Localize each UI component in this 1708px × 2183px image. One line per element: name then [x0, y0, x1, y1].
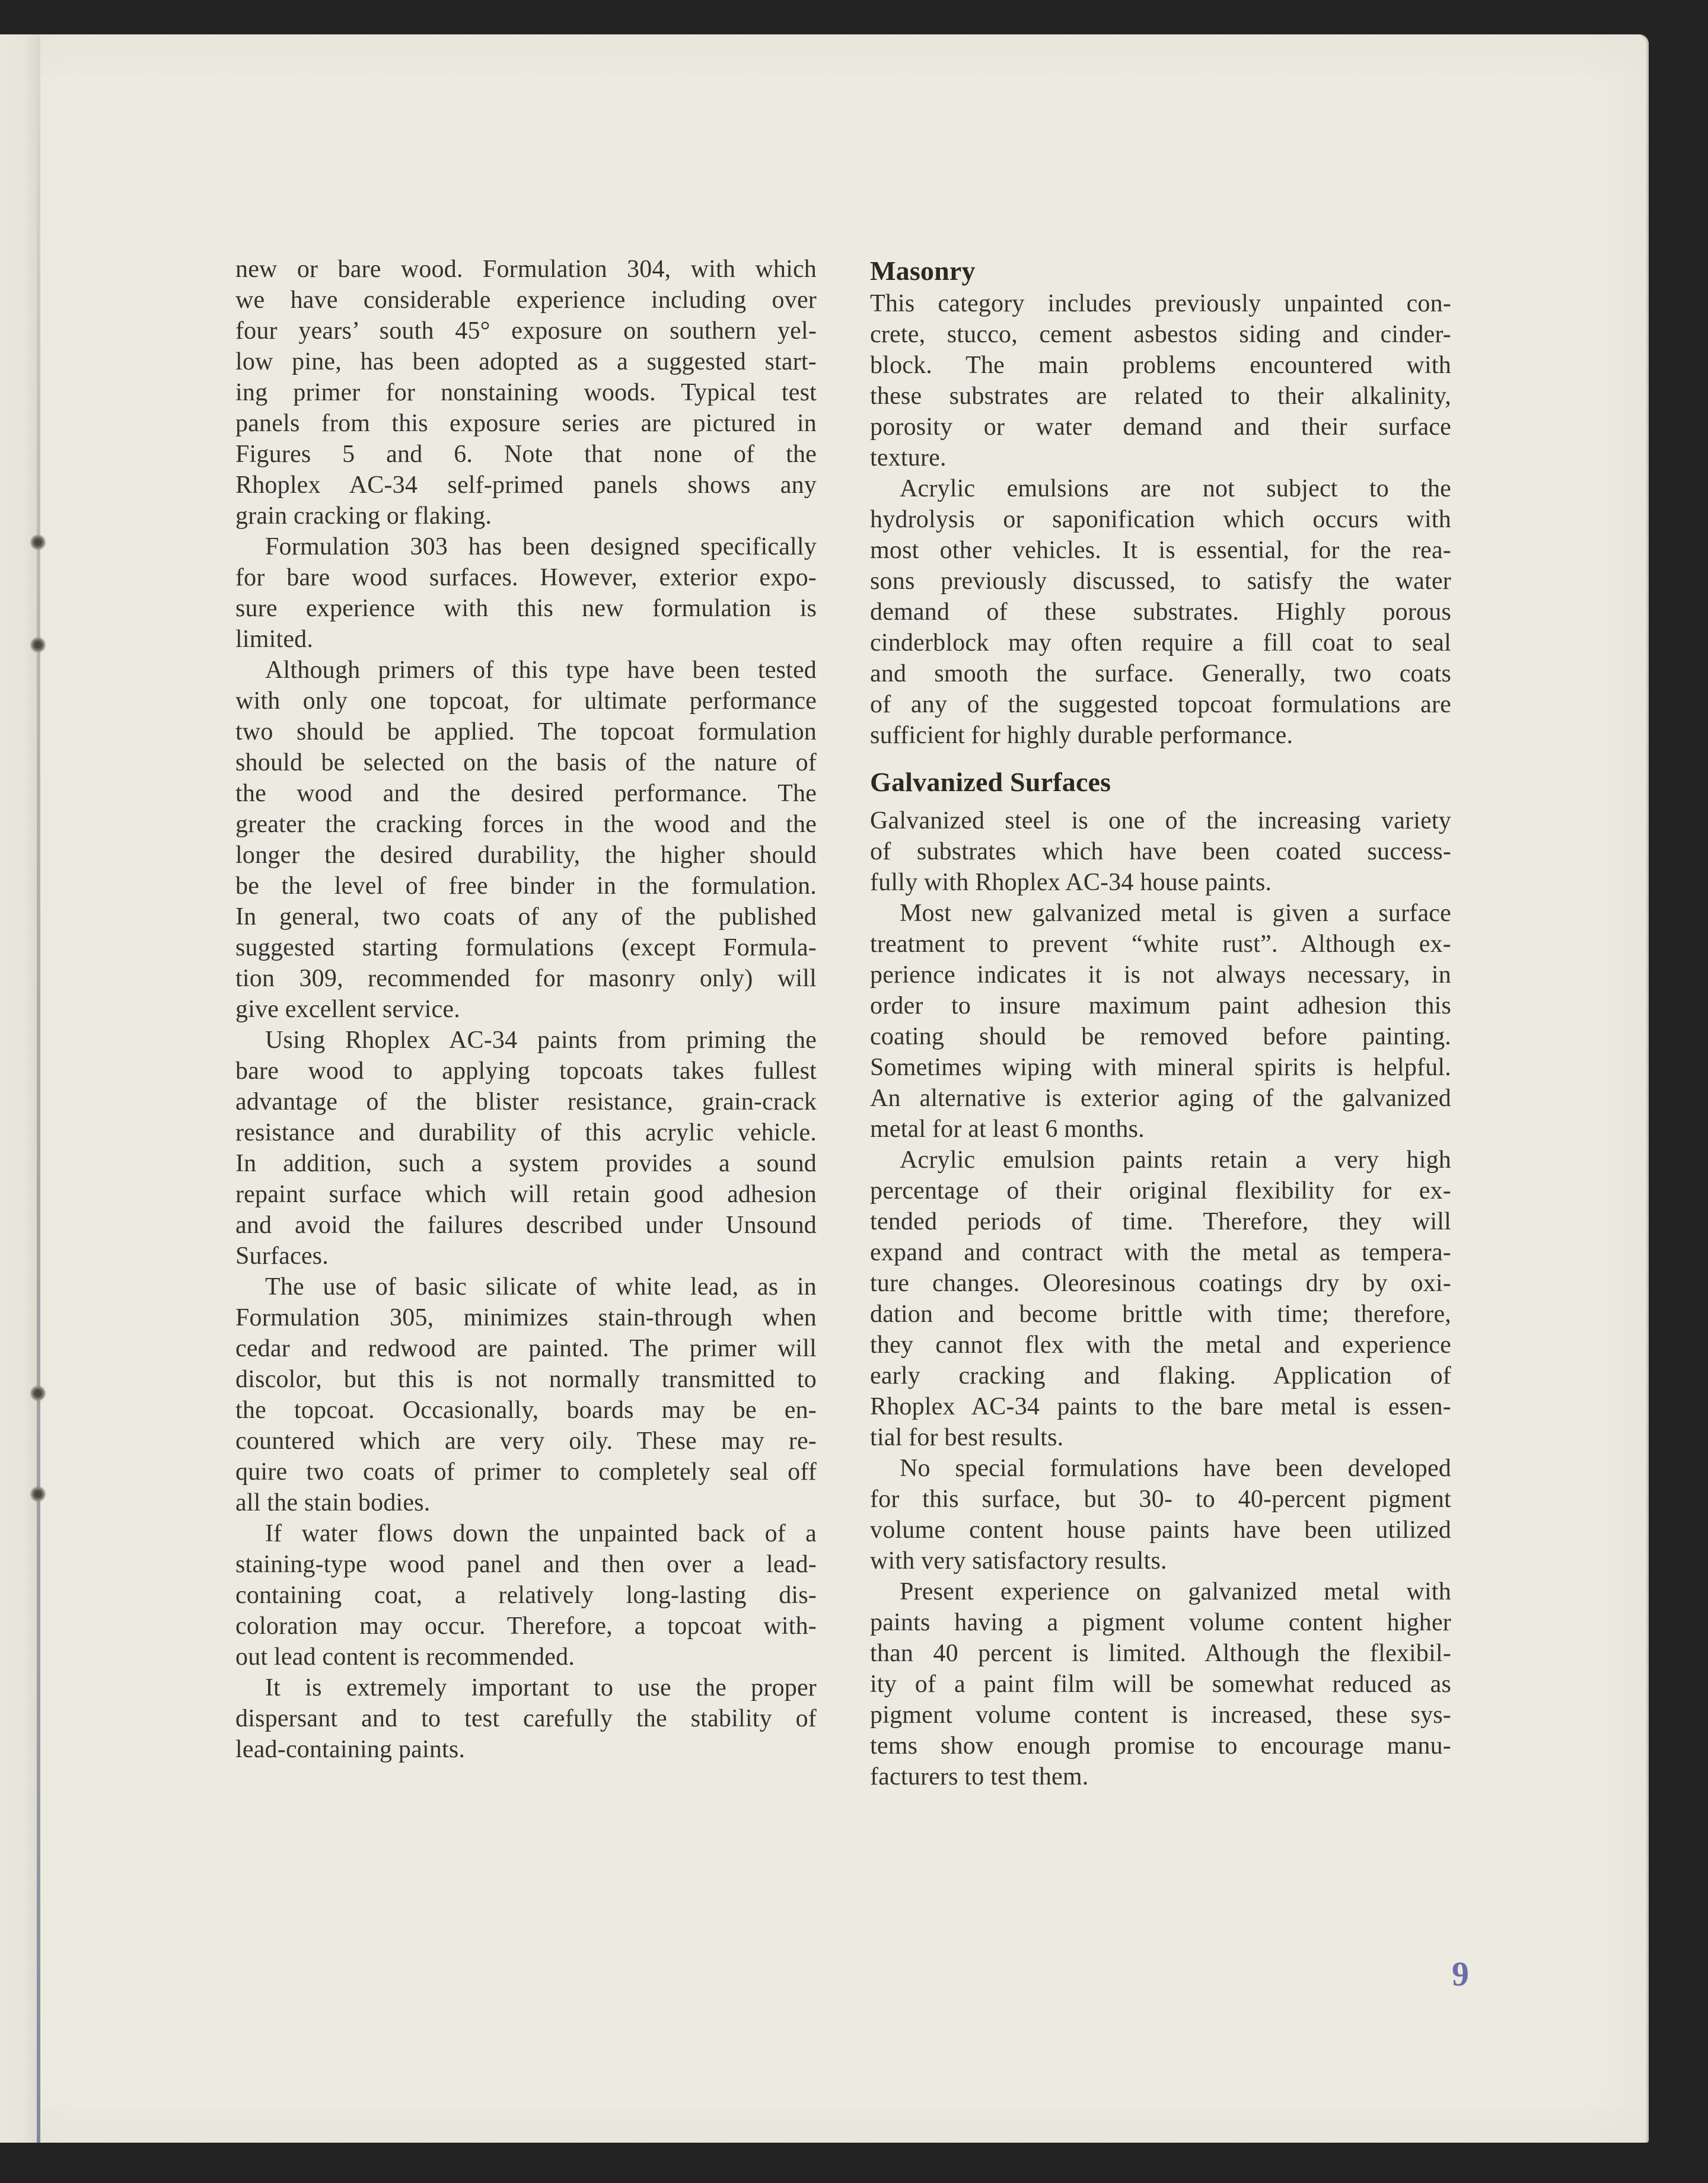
facing-page-edge	[0, 34, 37, 2143]
text-line: Formulation 305, minimizes stain-through when	[235, 1304, 817, 1331]
text-line: In general, two coats of any of the published	[235, 903, 817, 930]
section-heading: Masonry	[870, 256, 976, 286]
text-line: It is extremely important to use the proper	[265, 1674, 817, 1701]
paragraph	[235, 1518, 817, 1672]
text-line: Acrylic emulsions are not subject to the	[900, 475, 1451, 502]
text-line: expand and contract with the metal as tempera-	[870, 1239, 1451, 1266]
text-line: Sometimes wiping with mineral spirits is helpful.	[870, 1054, 1451, 1081]
paragraph	[870, 473, 1451, 751]
text-line: suggested starting formulations (except Formula-	[235, 934, 817, 961]
paragraph	[235, 1025, 817, 1271]
paragraph	[235, 1672, 817, 1765]
text-line: lead-containing paints.	[235, 1736, 466, 1763]
text-line: of any of the suggested topcoat formulations are	[870, 691, 1451, 718]
text-line: coating should be removed before painting.	[870, 1023, 1451, 1050]
text-line: Galvanized steel is one of the increasing variety	[870, 807, 1451, 834]
text-line: countered which are very oily. These may re-	[235, 1427, 817, 1455]
text-line: demand of these substrates. Highly porous	[870, 598, 1451, 626]
left-column	[235, 254, 817, 1765]
text-line: If water flows down the unpainted back of a	[265, 1520, 817, 1547]
text-line: percentage of their original flexibility for ex-	[870, 1177, 1451, 1204]
paragraph	[235, 531, 817, 655]
text-line: grain cracking or flaking.	[235, 502, 492, 530]
text-line: tion 309, recommended for masonry only) will	[235, 965, 817, 992]
text-line: This category includes previously unpainted con-	[870, 290, 1451, 317]
text-line: Rhoplex AC-34 self-primed panels shows any	[235, 471, 817, 499]
text-line: fully with Rhoplex AC-34 house paints.	[870, 869, 1272, 896]
text-line: dation and become brittle with time; therefore,	[870, 1301, 1451, 1328]
text-line: Surfaces.	[235, 1242, 329, 1270]
text-line: pigment volume content is increased, these sys-	[870, 1701, 1451, 1729]
text-line: for this surface, but 30- to 40-percent pigment	[870, 1486, 1451, 1513]
text-line: tended periods of time. Therefore, they will	[870, 1208, 1451, 1235]
text-line: sons previously discussed, to satisfy the water	[870, 568, 1451, 595]
text-line: for bare wood surfaces. However, exterior expo-	[235, 564, 817, 591]
text-line: repaint surface which will retain good adhesion	[235, 1181, 817, 1208]
stitch-mark	[30, 1385, 46, 1403]
text-line: order to insure maximum paint adhesion this	[870, 992, 1451, 1019]
text-line: most other vehicles. It is essential, for the rea-	[870, 537, 1451, 564]
text-line: Using Rhoplex AC-34 paints from priming the	[265, 1027, 817, 1054]
text-line: cinderblock may often require a fill coat to seal	[870, 629, 1451, 657]
text-line: hydrolysis or saponification which occurs with	[870, 506, 1451, 533]
text-line: perience indicates it is not always necessary, in	[870, 961, 1451, 989]
text-line: tems show enough promise to encourage manu-	[870, 1732, 1451, 1760]
text-line: The use of basic silicate of white lead, as in	[265, 1273, 817, 1301]
binding-crease	[37, 34, 40, 2143]
text-line: give excellent service.	[235, 996, 460, 1023]
paragraph	[870, 1145, 1451, 1453]
paragraph	[870, 1576, 1451, 1792]
stitch-mark	[30, 1486, 46, 1503]
text-line: out lead content is recommended.	[235, 1643, 575, 1671]
text-line: Most new galvanized metal is given a surface	[900, 900, 1451, 927]
text-line: ture changes. Oleoresinous coatings dry by oxi-	[870, 1270, 1451, 1297]
text-line: than 40 percent is limited. Although the flexibil-	[870, 1640, 1451, 1667]
paragraph	[870, 898, 1451, 1145]
text-line: and avoid the failures described under Unsound	[235, 1212, 817, 1239]
text-line: containing coat, a relatively long-lasting dis-	[235, 1582, 817, 1609]
text-line: longer the desired durability, the higher should	[235, 842, 817, 869]
paragraph	[235, 1271, 817, 1518]
section-heading: Galvanized Surfaces	[870, 767, 1111, 797]
text-line: dispersant and to test carefully the stability of	[235, 1705, 817, 1732]
text-line: discolor, but this is not normally transmitted to	[235, 1366, 817, 1393]
text-line: greater the cracking forces in the wood and the	[235, 811, 817, 838]
text-line: No special formulations have been developed	[900, 1455, 1451, 1482]
text-line: advantage of the blister resistance, grain-crack	[235, 1088, 817, 1116]
text-line: with only one topcoat, for ultimate performance	[235, 687, 817, 715]
text-line: Rhoplex AC-34 paints to the bare metal is essen-	[870, 1393, 1451, 1420]
stitch-mark	[30, 534, 46, 552]
text-line: quire two coats of primer to completely seal off	[235, 1458, 817, 1486]
text-line: these substrates are related to their alkalinity,	[870, 383, 1451, 410]
text-line: paints having a pigment volume content higher	[870, 1609, 1451, 1636]
text-line: sure experience with this new formulation is	[235, 595, 817, 622]
text-line: be the level of free binder in the formulation.	[235, 872, 817, 900]
text-line: volume content house paints have been utilized	[870, 1516, 1451, 1544]
paragraph	[235, 655, 817, 1025]
text-line: resistance and durability of this acrylic vehicle.	[235, 1119, 817, 1146]
text-line: should be selected on the basis of the nature of	[235, 749, 817, 776]
text-line: and smooth the surface. Generally, two coats	[870, 660, 1451, 687]
text-line: Although primers of this type have been tested	[265, 657, 817, 684]
text-line: early cracking and flaking. Application of	[870, 1362, 1451, 1390]
text-line: Figures 5 and 6. Note that none of the	[235, 441, 817, 468]
page-number: 9	[1452, 1955, 1469, 1993]
text-line: new or bare wood. Formulation 304, with which	[235, 256, 817, 283]
paragraph	[870, 288, 1451, 473]
text-line: low pine, has been adopted as a suggested start-	[235, 348, 817, 375]
text-line: four years’ south 45° exposure on southern yel-	[235, 317, 817, 345]
text-line: An alternative is exterior aging of the galvanized	[870, 1085, 1451, 1112]
text-line: coloration may occur. Therefore, a topcoat with-	[235, 1612, 817, 1640]
paragraph	[870, 805, 1451, 898]
text-line: cedar and redwood are painted. The primer will	[235, 1335, 817, 1362]
text-line: In addition, such a system provides a sound	[235, 1150, 817, 1177]
text-line: two should be applied. The topcoat formulation	[235, 718, 817, 745]
text-line: of substrates which have been coated success-	[870, 838, 1451, 865]
text-line: block. The main problems encountered with	[870, 352, 1451, 379]
text-line: Acrylic emulsion paints retain a very high	[900, 1146, 1451, 1174]
page	[0, 34, 1649, 2143]
text-line: Present experience on galvanized metal with	[900, 1578, 1451, 1605]
text-line: bare wood to applying topcoats takes fullest	[235, 1057, 817, 1085]
text-line: ing primer for nonstaining woods. Typical test	[235, 379, 817, 406]
paragraph	[870, 1453, 1451, 1576]
text-line: metal for at least 6 months.	[870, 1116, 1145, 1143]
text-line: the topcoat. Occasionally, boards may be en-	[235, 1397, 817, 1424]
text-line: we have considerable experience including over	[235, 286, 817, 314]
stitch-mark	[30, 636, 46, 654]
text-line: sufficient for highly durable performance.	[870, 722, 1293, 749]
text-line: limited.	[235, 626, 314, 653]
text-line: porosity or water demand and their surface	[870, 413, 1451, 441]
text-line: tial for best results.	[870, 1424, 1064, 1451]
text-line: the wood and the desired performance. The	[235, 780, 817, 807]
text-line: all the stain bodies.	[235, 1489, 431, 1516]
text-line: they cannot flex with the metal and experience	[870, 1331, 1451, 1359]
paragraph	[235, 254, 817, 531]
right-column	[870, 254, 1451, 1792]
text-line: facturers to test them.	[870, 1763, 1089, 1790]
text-line: crete, stucco, cement asbestos siding and cinder-	[870, 321, 1451, 348]
text-line: panels from this exposure series are pictured in	[235, 410, 817, 437]
text-line: Formulation 303 has been designed specifically	[265, 533, 817, 560]
text-line: ity of a paint film will be somewhat reduced as	[870, 1671, 1451, 1698]
text-line: texture.	[870, 444, 947, 471]
text-line: staining-type wood panel and then over a lead-	[235, 1551, 817, 1578]
text-line: treatment to prevent “white rust”. Although ex-	[870, 930, 1451, 958]
text-line: with very satisfactory results.	[870, 1547, 1167, 1575]
